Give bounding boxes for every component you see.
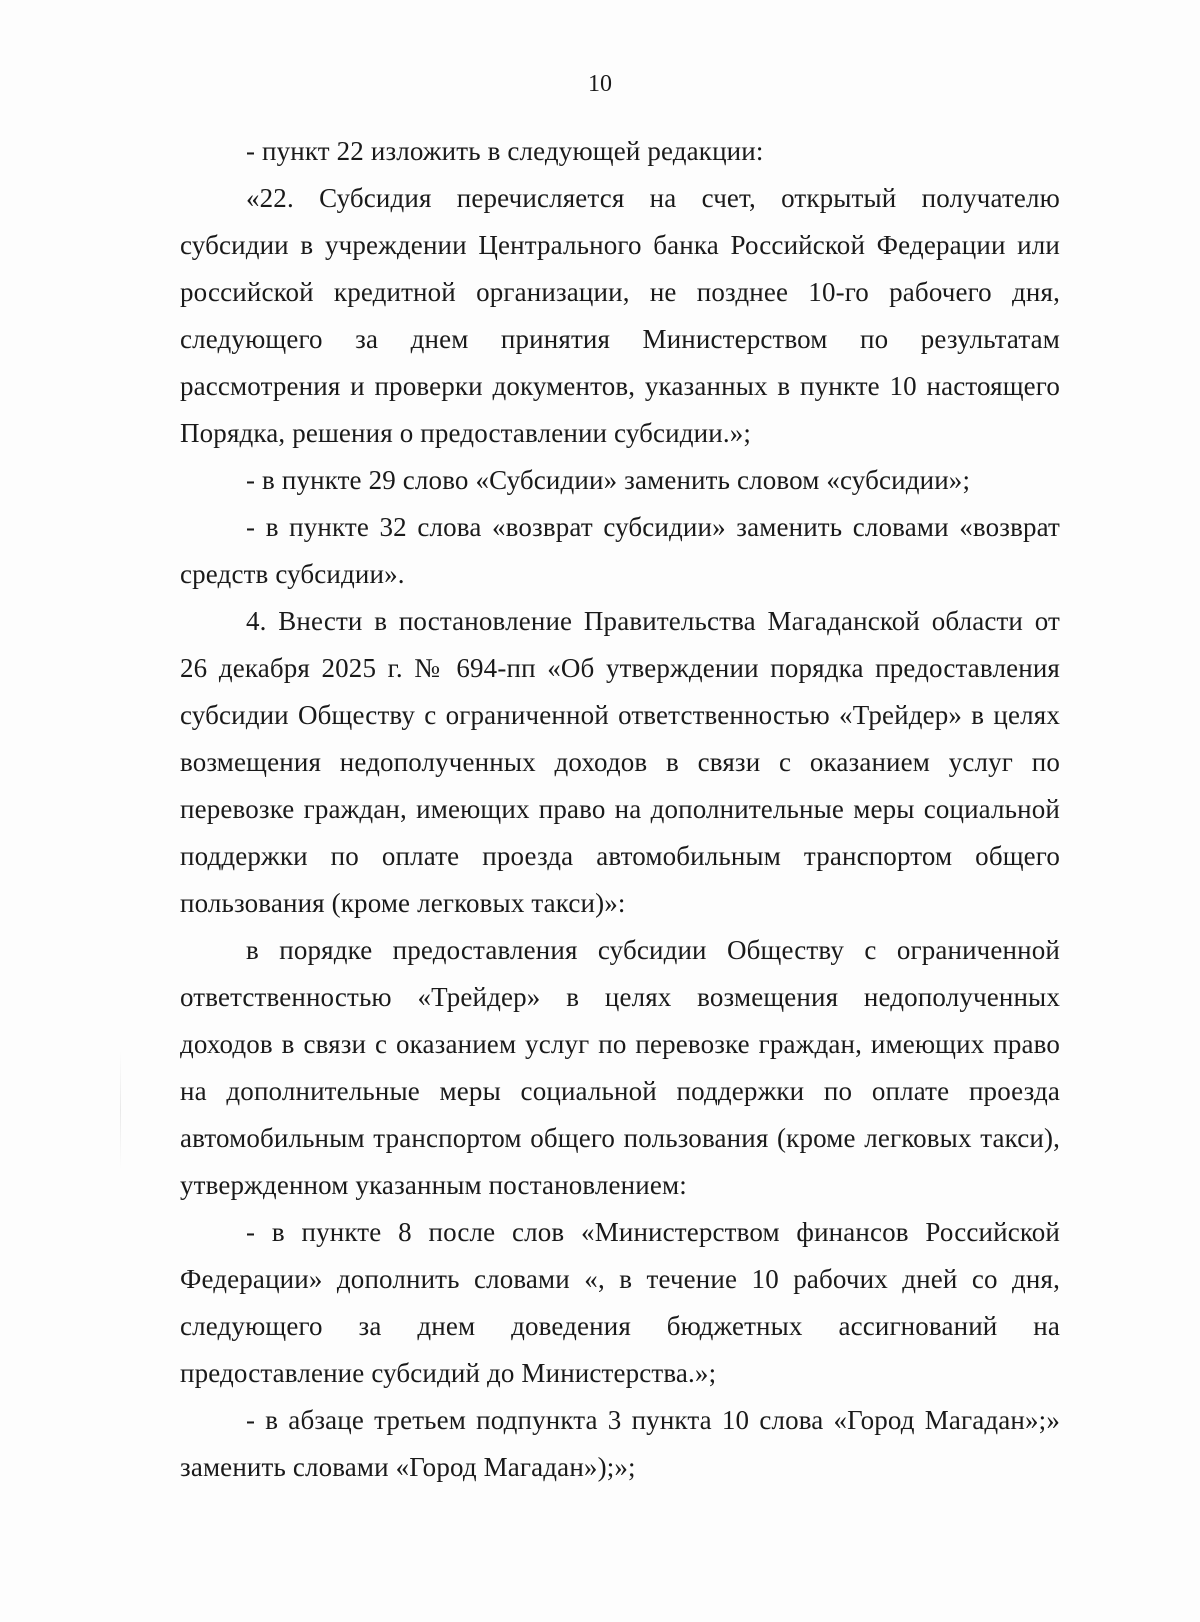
- document-body: [180, 128, 1060, 1491]
- paragraph-point-10: - в абзаце третьем подпункта 3 пункта 10 слова «Город Магадан»;» заменить словами «Город Магадан»);»;: [180, 1405, 1060, 1482]
- page-number: 10: [588, 71, 612, 97]
- paragraph-point-22-intro: - пункт 22 изложить в следующей редакции:: [246, 136, 764, 166]
- paragraph-item-4: 4. Внести в постановление Правительства Магаданской области от 26 декабря 2025 г. № 694-пп «Об утверждении порядка предоставления субсидии Обществу с ограниченной ответственностью «Трейдер» в целях возмещения недополученных доходов в связи с оказанием услуг по перевозке граждан, имеющих право на дополнительные меры социальной поддержки по оплате проезда автомобильным транспортом общего пользования (кроме легковых такси)»:: [180, 606, 1060, 918]
- paragraph-procedure-amendments: в порядке предоставления субсидии Обществу с ограниченной ответственностью «Трейдер» в целях возмещения недополученных доходов в связи с оказанием услуг по перевозке граждан, имеющих право на дополнительные меры социальной поддержки по оплате проезда автомобильным транспортом общего пользования (кроме легковых такси), утвержденном указанным постановлением:: [180, 935, 1060, 1200]
- paragraph-point-8: - в пункте 8 после слов «Министерством финансов Российской Федерации» дополнить словами «, в течение 10 рабочих дней со дня, следующего за днем доведения бюджетных ассигнований на предоставление субсидий до Министерства.»;: [180, 1217, 1060, 1388]
- paragraph-point-22-text: «22. Субсидия перечисляется на счет, открытый получателю субсидии в учреждении Центрального банка Российской Федерации или российской кредитной организации, не позднее 10-го рабочего дня, следующего за днем принятия Министерством по результатам рассмотрения и проверки документов, указанных в пункте 10 настоящего Порядка, решения о предоставлении субсидии.»;: [180, 183, 1060, 448]
- paragraph-point-32: - в пункте 32 слова «возврат субсидии» заменить словами «возврат средств субсидии».: [180, 512, 1060, 589]
- scan-artifact-line: [120, 1050, 121, 1170]
- paragraph-point-29: - в пункте 29 слово «Субсидии» заменить словом «субсидии»;: [246, 465, 971, 495]
